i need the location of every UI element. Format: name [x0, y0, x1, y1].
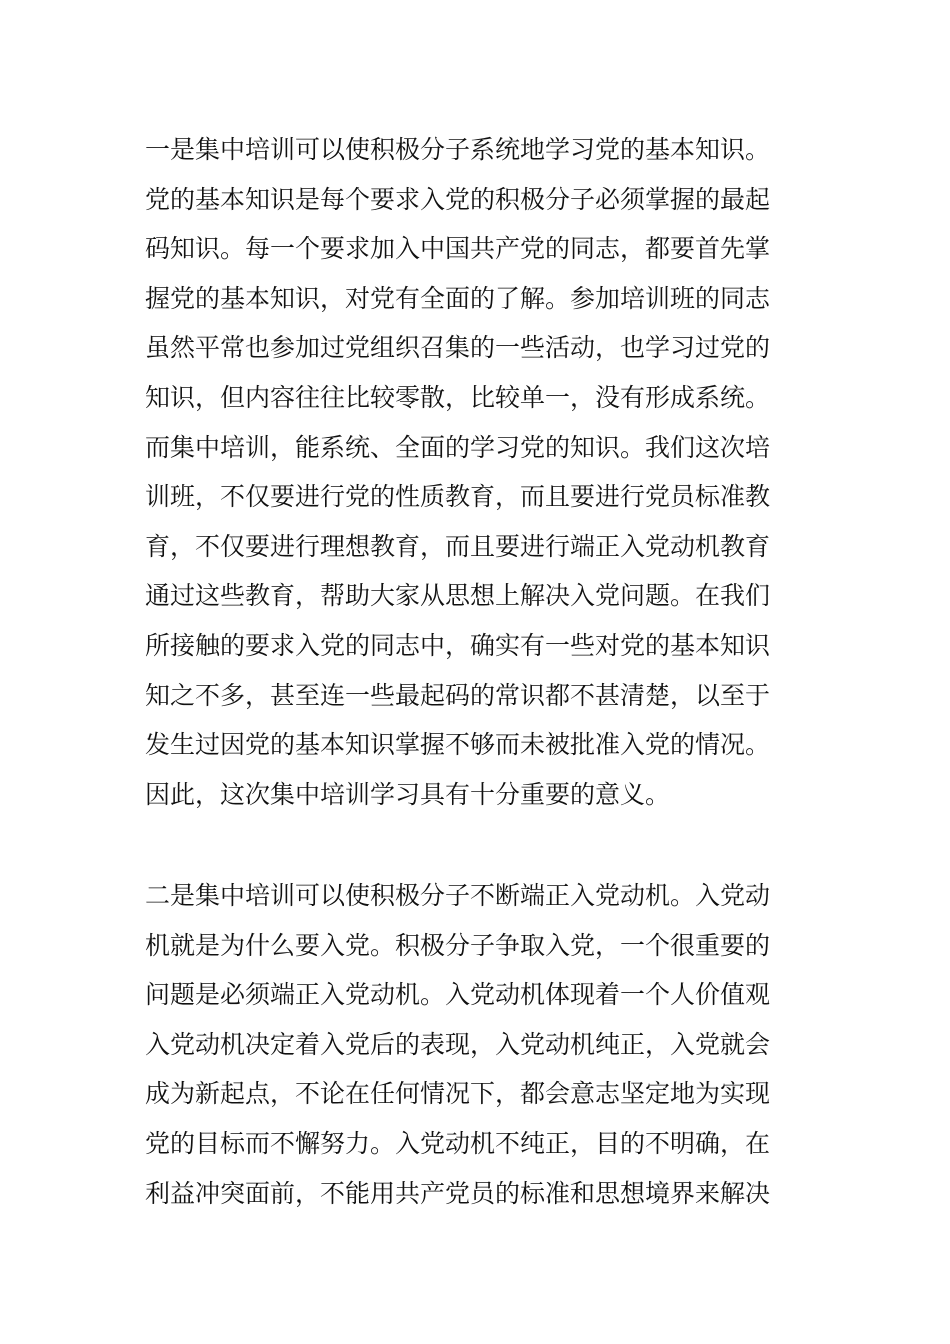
text-line: 一是集中培训可以使积极分子系统地学习党的基本知识。 — [145, 135, 771, 164]
text-line: 利益冲突面前，不能用共产党员的标准和思想境界来解决 — [145, 1178, 771, 1208]
text-line: 知之不多，甚至连一些最起码的常识都不甚清楚，以至于 — [145, 680, 771, 710]
paragraph-1 — [145, 125, 810, 819]
text-line: 二是集中培训可以使积极分子不断端正入党动机。入党动 — [145, 881, 771, 910]
text-line: 通过这些教育，帮助大家从思想上解决入党问题。在我们 — [145, 581, 771, 611]
paragraph-2 — [145, 871, 810, 1218]
text-line: 所接触的要求入党的同志中，确实有一些对党的基本知识 — [145, 630, 771, 660]
text-line: 知识，但内容往往比较零散，比较单一，没有形成系统。 — [145, 382, 771, 412]
text-line: 训班，不仅要进行党的性质教育，而且要进行党员标准教 — [145, 482, 771, 512]
text-line: 因此，这次集中培训学习具有十分重要的意义。 — [145, 779, 671, 809]
text-line: 问题是必须端正入党动机。入党动机体现着一个人价值观 — [145, 980, 771, 1010]
text-line: 发生过因党的基本知识掌握不够而未被批准入党的情况。 — [145, 730, 771, 760]
text-line: 握党的基本知识，对党有全面的了解。参加培训班的同志 — [145, 283, 771, 313]
text-line: 虽然平常也参加过党组织召集的一些活动，也学习过党的 — [145, 333, 771, 363]
text-line: 成为新起点，不论在任何情况下，都会意志坚定地为实现 — [145, 1079, 771, 1109]
text-line: 育，不仅要进行理想教育，而且要进行端正入党动机教育 — [145, 531, 771, 561]
text-line: 码知识。每一个要求加入中国共产党的同志，都要首先掌 — [145, 234, 771, 264]
text-line: 机就是为什么要入党。积极分子争取入党，一个很重要的 — [145, 930, 771, 960]
text-line: 党的目标而不懈努力。入党动机不纯正，目的不明确，在 — [145, 1128, 771, 1158]
text-line: 入党动机决定着入党后的表现，入党动机纯正，入党就会 — [145, 1029, 771, 1059]
text-line: 而集中培训，能系统、全面的学习党的知识。我们这次培 — [145, 432, 771, 462]
text-line: 党的基本知识是每个要求入党的积极分子必须掌握的最起 — [145, 184, 771, 214]
